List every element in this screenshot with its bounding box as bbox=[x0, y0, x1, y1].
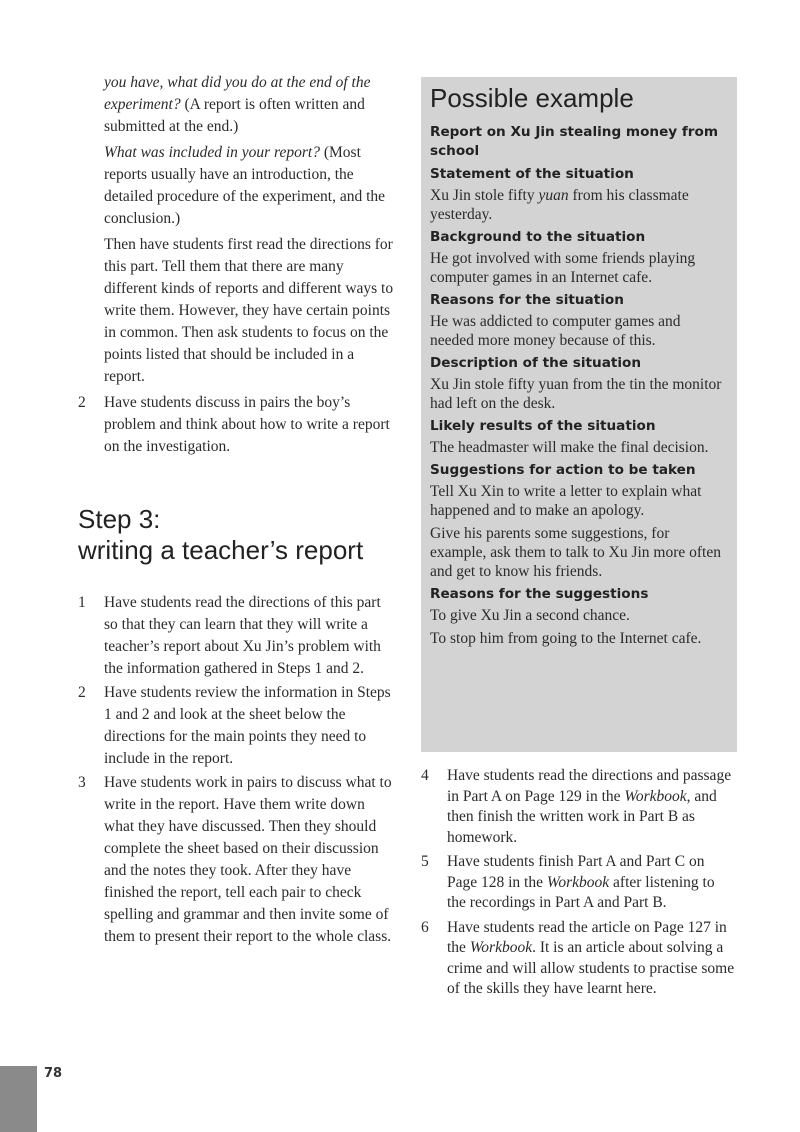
workbook-italic: Workbook bbox=[624, 787, 687, 805]
list-item-5 bbox=[421, 852, 737, 914]
statement-body bbox=[430, 186, 727, 224]
background-heading: Background to the situation bbox=[430, 229, 646, 245]
list-number: 6 bbox=[421, 918, 429, 936]
suggestions-heading: Suggestions for action to be taken bbox=[430, 462, 696, 478]
step3-item-1 bbox=[78, 592, 396, 680]
step3-item-3 bbox=[78, 772, 396, 948]
intro-italic-question-1: you have, what did you do at the end of the experiment? bbox=[104, 74, 371, 113]
background-body: He got involved with some friends playing computer games in an Internet cafe. bbox=[430, 250, 696, 286]
list-number: 2 bbox=[78, 684, 86, 701]
list-item-text bbox=[447, 767, 731, 846]
list-number: 3 bbox=[78, 774, 86, 791]
list-item-text: Have students read the directions of this part so that they can learn that they will write a teacher’s report about Xu Jin’s problem with the information gathered in Steps 1 and 2. bbox=[104, 594, 381, 677]
list-item-text: Have students work in pairs to discuss what to write in the report. Have them write down what they have discussed. Then they should complete the sheet based on their discussion and the notes they took. After they have finished the report, tell each pair to check spelling and grammar and then invite some of them to present their report to the whole class. bbox=[104, 774, 392, 945]
step3-heading-line1: Step 3: bbox=[78, 504, 161, 534]
workbook-italic: Workbook bbox=[546, 873, 610, 891]
suggestions-body-1: Tell Xu Xin to write a letter to explain what happened and to make an apology. bbox=[430, 483, 702, 519]
intro-text-2: (Most reports usually have an introduction, the detailed procedure of the experiment, and the conclusion.) bbox=[104, 144, 386, 227]
example-title: Possible example bbox=[430, 83, 634, 113]
report-title: Report on Xu Jin stealing money from school bbox=[430, 124, 719, 159]
statement-italic-yuan: yuan bbox=[538, 187, 569, 204]
item-text-post: after listening to the recordings in Part A and Part B. bbox=[447, 873, 715, 911]
item-text-pre: Have students read the article on Page 127 in the bbox=[447, 918, 727, 956]
reasons-heading: Reasons for the situation bbox=[430, 292, 624, 308]
statement-text-post: from his classmate yesterday. bbox=[430, 187, 689, 223]
list-item-4 bbox=[421, 766, 737, 848]
list-item-text bbox=[447, 919, 734, 998]
step3-heading bbox=[78, 504, 396, 566]
list-item-text: Have students discuss in pairs the boy’s problem and think about how to write a report on the investigation. bbox=[104, 394, 390, 455]
workbook-italic: Workbook bbox=[469, 939, 533, 956]
possible-example-box bbox=[421, 77, 737, 752]
suggestions-body-2: Give his parents some suggestions, for example, ask them to talk to Xu Jin more often and get to know his friends. bbox=[430, 525, 721, 580]
step3-heading-line2: writing a teacher’s report bbox=[78, 535, 364, 565]
reasons-suggestions-body-1: To give Xu Jin a second chance. bbox=[430, 607, 630, 624]
item-text-post: , and then finish the written work in Part B as homework. bbox=[447, 787, 717, 846]
list-item-text: Have students review the information in Steps 1 and 2 and look at the sheet below the directions for the main points they need to include in the report. bbox=[104, 684, 391, 767]
item-text-pre: Have students finish Part A and Part C on Page 128 in the bbox=[447, 853, 705, 891]
item-text-pre: Have students read the directions and passage in Part A on Page 129 in the bbox=[447, 767, 732, 805]
list-number: 4 bbox=[421, 767, 429, 784]
intro-paragraph-3: Then have students first read the directions for this part. Tell them that there are many different kinds of reports and different ways to write them. However, they have certain points in common. Then ask students to focus on the points listed that should be included in a report. bbox=[104, 236, 394, 385]
intro-paragraph-1 bbox=[78, 72, 396, 138]
description-body: Xu Jin stole fifty yuan from the tin the monitor had left on the desk. bbox=[430, 376, 722, 412]
left-column bbox=[78, 72, 396, 950]
list-item-6 bbox=[421, 918, 737, 1000]
list-number: 5 bbox=[421, 853, 429, 870]
reasons-suggestions-heading: Reasons for the suggestions bbox=[430, 586, 649, 602]
likely-results-heading: Likely results of the situation bbox=[430, 418, 656, 434]
list-item-text bbox=[447, 853, 715, 911]
list-item-2 bbox=[78, 392, 396, 458]
list-number: 2 bbox=[78, 394, 86, 411]
intro-text-1: (A report is often written and submitted at the end.) bbox=[104, 96, 365, 135]
intro-italic-question-2: What was included in your report? bbox=[104, 144, 320, 161]
reasons-suggestions-body-2: To stop him from going to the Internet cafe. bbox=[430, 630, 702, 647]
step3-item-2 bbox=[78, 682, 396, 770]
intro-paragraph-2 bbox=[78, 142, 396, 230]
likely-results-body: The headmaster will make the final decision. bbox=[430, 439, 709, 456]
list-number: 1 bbox=[78, 594, 86, 611]
right-list bbox=[421, 766, 737, 1004]
page-number: 78 bbox=[44, 1066, 63, 1081]
reasons-body: He was addicted to computer games and needed more money because of this. bbox=[430, 313, 681, 349]
statement-text-pre: Xu Jin stole fifty bbox=[430, 187, 539, 204]
description-heading: Description of the situation bbox=[430, 355, 642, 371]
item-text-post: . It is an article about solving a crime and will allow students to practise some of the skills they have learnt here. bbox=[447, 939, 735, 997]
page-edge-tab bbox=[0, 1066, 37, 1132]
statement-heading: Statement of the situation bbox=[430, 166, 634, 182]
